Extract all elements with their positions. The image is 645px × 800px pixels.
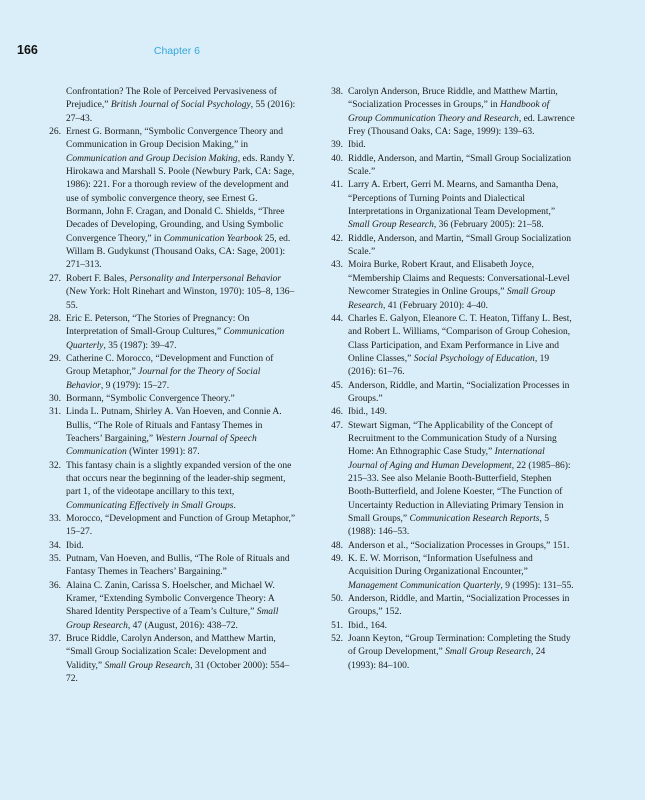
endnote-number: 35. <box>49 554 61 565</box>
citation-text: 25, ed. Willam B. Gudykunst (Thousand Oaks, CA: Sage, 2001): 271–313. <box>66 233 291 271</box>
endnote-number: 47. <box>331 420 343 431</box>
endnote-text <box>348 313 575 380</box>
endnote <box>320 540 575 553</box>
italic-title: Management Communication Quarterly <box>348 580 501 591</box>
endnote-text <box>66 540 296 553</box>
citation-text: Carolyn Anderson, Bruce Riddle, and Matthew Martin, “Socialization Processes in Groups,” in <box>348 87 558 111</box>
endnote <box>38 393 296 406</box>
endnote-number: 26. <box>49 127 61 138</box>
citation-text: Bruce Riddle, Carolyn Anderson, and Matthew Martin, “Small Group Socialization Scale: Development and Validity,” <box>66 634 276 671</box>
endnote-text <box>348 233 575 260</box>
endnote <box>38 460 296 513</box>
citation-text: Joann Keyton, “Group Termination: Completing the Study of Group Development,” <box>348 634 571 658</box>
italic-title: Communication and Group Decision Making <box>66 153 238 164</box>
endnote-text <box>348 153 575 180</box>
endnote <box>38 553 296 580</box>
endnote-text <box>348 540 575 553</box>
endnote-number: 42. <box>331 233 343 244</box>
citation-text: Eric E. Peterson, “The Stories of Pregnancy: On Interpretation of Small-Group Cultures,” <box>66 313 250 338</box>
citation-text: Moira Burke, Robert Kraut, and Elisabeth Joyce, “Membership Claims and Requests: Conversational-Level Newcomer Strategies in Online Groups,” <box>348 260 570 298</box>
citation-text: , 31 (October 2000): 554–72. <box>66 660 290 685</box>
endnote <box>320 259 575 312</box>
italic-title: International Journal of Aging and Human Development <box>348 447 545 471</box>
endnote-number: 30. <box>49 393 61 404</box>
citation-text: , 55 (2016): 27–43. <box>66 100 296 124</box>
endnote <box>38 313 296 353</box>
endnote <box>38 406 296 459</box>
endnote-number: 49. <box>331 554 343 565</box>
endnote-number: 48. <box>331 540 343 551</box>
endnote <box>320 420 575 540</box>
endnote-text <box>348 620 575 633</box>
endnote <box>320 620 575 633</box>
endnote <box>38 273 296 313</box>
citation-text: , 24 (1993): 84–100. <box>348 647 546 671</box>
endnote <box>38 580 296 633</box>
citation-text: Ernest G. Bormann, “Symbolic Convergence Theory and Communication in Group Decision Making,” in <box>66 127 284 151</box>
endnote-number: 33. <box>49 514 61 524</box>
italic-title: Small Group Research <box>348 220 434 231</box>
endnote <box>38 126 296 273</box>
notes-column-left <box>38 86 296 686</box>
endnote-number <box>38 86 66 126</box>
endnote-number: 44. <box>331 313 343 324</box>
endnote-number: 40. <box>331 153 343 164</box>
endnote-number: 31. <box>49 407 61 418</box>
notes-column-right <box>320 86 575 673</box>
citation-text: , eds. Randy Y. Hirokawa and Marshall S. Poole (Newbury Park, CA: Sage, 1986): 221. For a thorough review of the development and use of symbolic convergence theory, see Ernest G. Bormann, John F. Cragan, and Donald C. Shields, “Three Decades of Developing, Grounding, and Using Symbolic Convergence Theory,” in <box>66 153 295 244</box>
citation-text: Larry A. Erbert, Gerri M. Mearns, and Samantha Dena, “Perceptions of Turning Points and Dialectical Interpretations in Organizational Team Development,” <box>348 180 559 218</box>
endnote-text <box>66 513 296 540</box>
endnote-text <box>348 380 575 407</box>
endnote-number: 27. <box>49 273 61 284</box>
endnote-number: 37. <box>49 634 61 645</box>
citation-text: Stewart Sigman, “The Applicability of the Concept of Recruitment to the Communication Study of a Nursing Home: An Ethnographic Case Study,” <box>348 420 557 458</box>
endnote <box>320 593 575 620</box>
citation-text: (New York: Holt Rinehart and Winston, 1970): 105–8, 136–55. <box>66 287 295 311</box>
endnote <box>38 540 296 553</box>
endnote-number: 38. <box>331 87 343 97</box>
italic-title: Social Psychology of Education <box>413 353 535 364</box>
italic-title: Small Group Research <box>348 287 556 311</box>
endnote <box>320 633 575 673</box>
citation-text: Riddle, Anderson, and Martin, “Small Group Socialization Scale.” <box>348 153 571 178</box>
endnote-text <box>66 393 296 406</box>
citation-text: Confrontation? The Role of Perceived Pervasiveness of Prejudice,” <box>66 87 277 111</box>
endnote-number: 34. <box>49 540 61 551</box>
citation-text: , 9 (1995): 131–55. <box>500 580 574 591</box>
citation-text: , 22 (1985–86): 215–33. See also Melanie Booth-Butterfield, Stephen Booth-Butterfield, and Jolene Koester, “The Function of Uncertainty Reduction in Alleviating Primary Tension in Small Groups,” <box>348 460 571 524</box>
endnote <box>38 353 296 393</box>
citation-text: This fantasy chain is a slightly expanded version of the one that occurs near the beginning of the leader-ship segment, part 1, of the videotape ancillary to this text, <box>66 460 292 498</box>
citation-text: Anderson et al., “Socialization Processes in Groups,” 151. <box>348 540 570 551</box>
endnote-number: 52. <box>331 634 343 645</box>
citation-text: , 5 (1988): 146–53. <box>348 514 549 538</box>
italic-title: Communication Research Reports <box>409 514 540 524</box>
endnote <box>320 86 575 139</box>
endnote <box>320 233 575 260</box>
citation-text: , 35 (1987): 39–47. <box>103 340 177 351</box>
citation-text: Bormann, “Symbolic Convergence Theory.” <box>66 393 235 404</box>
italic-title: Personality and Interpersonal Behavior <box>129 273 282 284</box>
citation-text: Linda L. Putnam, Shirley A. Van Hoeven, and Connie A. Bullis, “The Role of Rituals and Fantasy Themes in Teachers’ Bargaining,” <box>66 407 282 444</box>
endnote-number: 50. <box>331 594 343 605</box>
citation-text: Morocco, “Development and Function of Group Metaphor,” 15–27. <box>66 514 296 538</box>
endnote-text <box>66 273 296 313</box>
citation-text: Charles E. Galyon, Eleanore C. T. Heaton, Tiffany L. Best, and Robert L. Williams, “Comparison of Group Cohesion, Class Participation, and Exam Performance in Live and Online Classes,” <box>348 313 572 364</box>
endnote-text <box>66 406 296 459</box>
italic-title: Journal for the Theory of Social Behavior <box>66 367 261 391</box>
endnote-text <box>66 353 296 393</box>
endnote-number: 51. <box>331 620 343 631</box>
endnote <box>38 633 296 686</box>
italic-title: Small Group Research <box>66 607 279 631</box>
endnote-text <box>66 460 296 513</box>
endnote-text <box>348 259 575 312</box>
italic-title: Communication Quarterly <box>66 327 285 351</box>
endnote-text <box>348 553 575 593</box>
endnote-text <box>66 313 296 353</box>
endnote-number: 41. <box>331 180 343 191</box>
italic-title: Handbook of Group Communication Theory and Research <box>348 100 550 124</box>
endnote-number: 36. <box>49 580 61 591</box>
endnote <box>320 380 575 407</box>
endnote-text <box>66 633 296 686</box>
page-header <box>17 43 200 61</box>
endnote <box>320 313 575 380</box>
endnote-number: 28. <box>49 313 61 324</box>
endnote <box>320 406 575 419</box>
endnote-text <box>348 593 575 620</box>
endnote-text <box>66 86 296 126</box>
endnote <box>320 553 575 593</box>
citation-text: Ibid. <box>348 140 366 151</box>
italic-title: Small Group Research <box>445 647 531 658</box>
endnote-text <box>348 406 575 419</box>
endnote-text <box>348 179 575 232</box>
italic-title: Western Journal of Speech Communication <box>66 433 257 458</box>
citation-text: Ibid., 164. <box>348 620 388 631</box>
endnote <box>38 513 296 540</box>
endnote-number: 32. <box>49 460 61 471</box>
endnote-text <box>348 139 575 152</box>
italic-title: Communication Yearbook <box>163 233 263 244</box>
citation-text: Putnam, Van Hoeven, and Bullis, “The Role of Rituals and Fantasy Themes in Teachers’ Bargaining.” <box>66 554 290 578</box>
citation-text: Anderson, Riddle, and Martin, “Socialization Processes in Groups.” <box>348 380 570 404</box>
endnote-number: 46. <box>331 407 343 418</box>
endnote-number: 39. <box>331 140 343 151</box>
citation-text: Anderson, Riddle, and Martin, “Socialization Processes in Groups,” 152. <box>348 594 570 618</box>
citation-text: Catherine C. Morocco, “Development and Function of Group Metaphor,” <box>66 353 274 378</box>
endnote-number: 43. <box>331 260 343 271</box>
citation-text: , 19 (2016): 61–76. <box>348 353 550 378</box>
endnote-text <box>348 420 575 540</box>
endnote-text <box>66 553 296 580</box>
chapter-label: Chapter 6 <box>153 45 200 57</box>
citation-text: Alaina C. Zanin, Carissa S. Hoelscher, and Michael W. Kramer, “Extending Symbolic Convergence Theory: A Shared Identity Perspective of a Team’s Culture,” <box>66 580 275 618</box>
endnote <box>320 139 575 152</box>
citation-text: . <box>233 500 236 511</box>
endnote-number: 29. <box>49 353 61 364</box>
italic-title: British Journal of Social Psychology <box>110 100 251 111</box>
endnote-text <box>348 86 575 139</box>
citation-text: Riddle, Anderson, and Martin, “Small Group Socialization Scale.” <box>348 233 571 258</box>
endnote-text <box>348 633 575 673</box>
italic-title: Communicating Effectively in Small Groups <box>66 500 234 511</box>
endnote-number: 45. <box>331 380 343 391</box>
citation-text: , 47 (August, 2016): 438–72. <box>127 620 238 631</box>
italic-title: Small Group Research <box>104 660 191 671</box>
citation-text: , 36 (February 2005): 21–58. <box>433 220 544 231</box>
citation-text: Ibid., 149. <box>348 407 388 418</box>
citation-text: , 9 (1979): 15–27. <box>100 380 170 391</box>
citation-text: Robert F. Bales, <box>66 273 130 284</box>
citation-text: K. E. W. Morrison, “Information Usefulness and Acquisition During Organizational Encounter,” <box>348 554 533 578</box>
endnote <box>38 86 296 126</box>
endnote-text <box>66 580 296 633</box>
citation-text: , 41 (February 2010): 4–40. <box>383 300 489 311</box>
citation-text: Ibid. <box>66 540 84 551</box>
endnote-text <box>66 126 296 273</box>
endnote <box>320 179 575 232</box>
citation-text: (Winter 1991): 87. <box>126 447 200 458</box>
citation-text: , ed. Lawrence Frey (Thousand Oaks, CA: Sage, 1999): 139–63. <box>348 113 575 138</box>
endnote <box>320 153 575 180</box>
page-number: 166 <box>17 43 38 57</box>
